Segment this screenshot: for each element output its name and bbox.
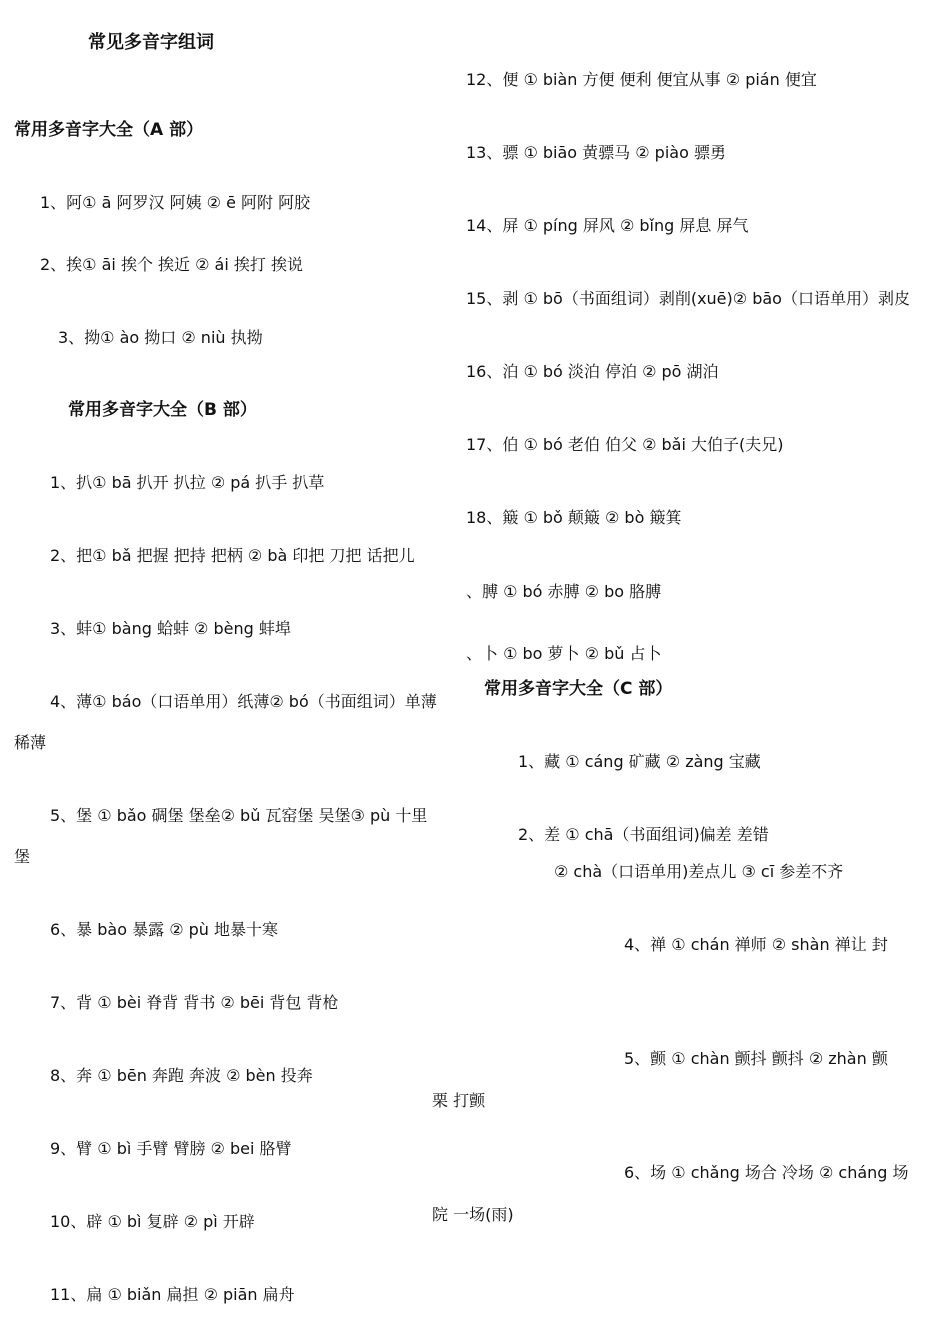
list-item: 6、场 ① chǎng 场合 冷场 ② cháng 场	[624, 1163, 909, 1182]
list-item: 18、簸 ① bǒ 颠簸 ② bò 簸箕	[466, 508, 682, 527]
list-item: 1、藏 ① cáng 矿藏 ② zàng 宝藏	[518, 752, 761, 771]
list-item: 5、颤 ① chàn 颤抖 颤抖 ② zhàn 颤	[624, 1049, 888, 1068]
list-item: 2、挨① āi 挨个 挨近 ② ái 挨打 挨说	[40, 255, 303, 274]
list-item: 1、阿① ā 阿罗汉 阿姨 ② ē 阿附 阿胶	[40, 193, 311, 212]
list-item: 17、伯 ① bó 老伯 伯父 ② bǎi 大伯子(夫兄)	[466, 435, 784, 454]
list-item: 6、暴 bào 暴露 ② pù 地暴十寒	[50, 920, 279, 939]
list-item: 10、辟 ① bì 复辟 ② pì 开辟	[50, 1212, 255, 1231]
list-item: 4、禅 ① chán 禅师 ② shàn 禅让 封	[624, 935, 888, 954]
list-item: 13、骠 ① biāo 黄骠马 ② piào 骠勇	[466, 143, 726, 162]
list-item-continued: 栗 打颤	[432, 1091, 486, 1110]
list-item: 12、便 ① biàn 方便 便利 便宜从事 ② pián 便宜	[466, 70, 817, 89]
list-item-continued: 稀薄	[14, 733, 47, 752]
list-item: 1、扒① bā 扒开 扒拉 ② pá 扒手 扒草	[50, 473, 325, 492]
page-title: 常见多音字组词	[88, 32, 214, 53]
list-item: 8、奔 ① bēn 奔跑 奔波 ② bèn 投奔	[50, 1066, 313, 1085]
list-item: 15、剥 ① bō（书面组词）剥削(xuē)② bāo（口语单用）剥皮	[466, 289, 910, 308]
section-b-heading: 常用多音字大全（B 部）	[68, 400, 257, 420]
list-item: 3、拗① ào 拗口 ② niù 执拗	[58, 328, 263, 347]
list-item-continued: 堡	[14, 847, 31, 866]
list-item: 9、臂 ① bì 手臂 臂膀 ② bei 胳臂	[50, 1139, 292, 1158]
list-item: 2、把① bǎ 把握 把持 把柄 ② bà 印把 刀把 话把儿	[50, 546, 415, 565]
list-item: 、膊 ① bó 赤膊 ② bo 胳膊	[466, 582, 662, 601]
list-item-continued: ② chà（口语单用)差点儿 ③ cī 参差不齐	[554, 862, 844, 881]
list-item: 16、泊 ① bó 淡泊 停泊 ② pō 湖泊	[466, 362, 719, 381]
list-item-continued: 院 一场(雨)	[432, 1205, 514, 1224]
list-item: 7、背 ① bèi 脊背 背书 ② bēi 背包 背枪	[50, 993, 339, 1012]
list-item: 5、堡 ① bǎo 碉堡 堡垒② bǔ 瓦窑堡 吴堡③ pù 十里	[50, 806, 428, 825]
list-item: 11、扁 ① biǎn 扁担 ② piān 扁舟	[50, 1285, 295, 1304]
list-item: 14、屏 ① píng 屏风 ② bǐng 屏息 屏气	[466, 216, 749, 235]
section-c-heading: 常用多音字大全（C 部）	[484, 679, 673, 699]
list-item: 2、差 ① chā（书面组词)偏差 差错	[518, 825, 769, 844]
list-item: 、卜 ① bo 萝卜 ② bǔ 占卜	[466, 644, 662, 663]
list-item: 3、蚌① bàng 蛤蚌 ② bèng 蚌埠	[50, 619, 291, 638]
list-item: 4、薄① báo（口语单用）纸薄② bó（书面组词）单薄	[50, 692, 437, 711]
section-a-heading: 常用多音字大全（A 部）	[14, 120, 204, 140]
